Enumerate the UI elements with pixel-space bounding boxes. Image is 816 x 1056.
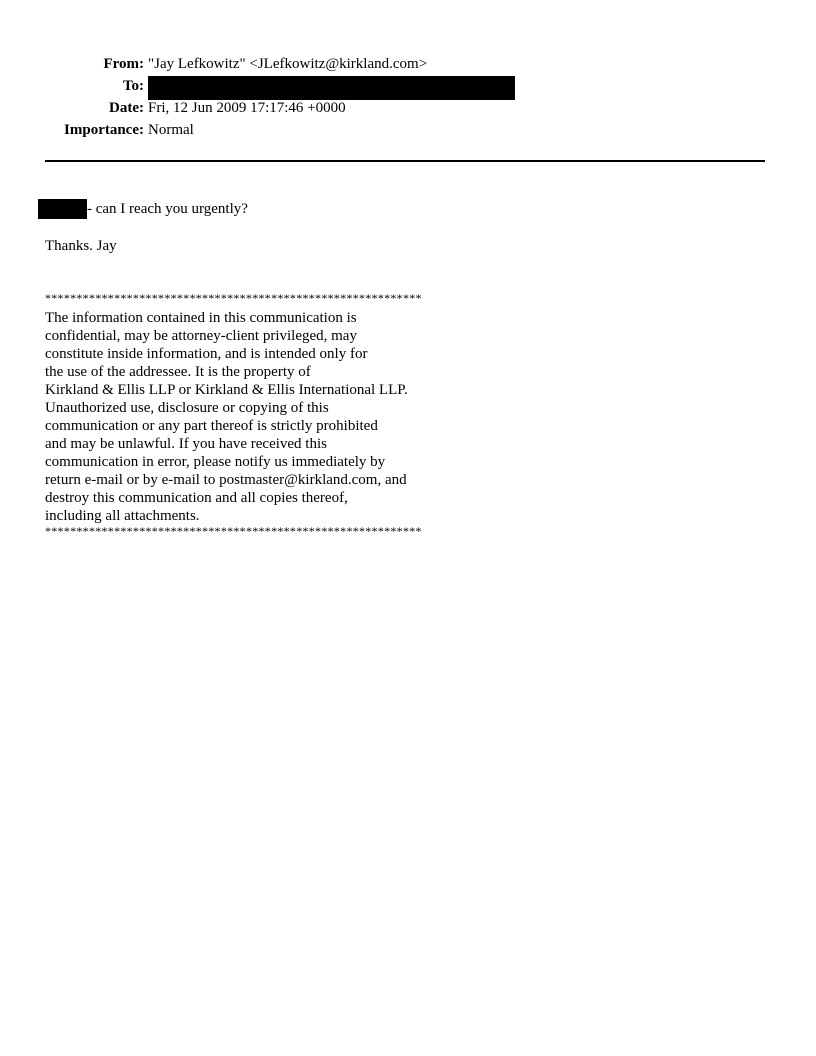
disclaimer-line: Kirkland & Ellis LLP or Kirkland & Ellis International LLP. <box>45 382 408 398</box>
confidentiality-disclaimer <box>45 309 408 525</box>
date-row <box>0 97 816 119</box>
disclaimer-line: The information contained in this communication is <box>45 310 357 326</box>
disclaimer-line: communication in error, please notify us immediately by <box>45 454 386 470</box>
disclaimer-line: the use of the addressee. It is the property of <box>45 364 311 380</box>
disclaimer-top-border: ************************************************************ <box>45 291 422 305</box>
from-value: "Jay Lefkowitz" <JLefkowitz@kirkland.com> <box>148 56 428 72</box>
disclaimer-line: constitute inside information, and is intended only for <box>45 346 368 362</box>
date-label: Date: <box>109 100 144 116</box>
importance-row <box>0 119 816 141</box>
to-row <box>0 75 816 97</box>
header-divider <box>45 160 765 162</box>
disclaimer-line: Unauthorized use, disclosure or copying of this <box>45 400 329 416</box>
from-label: From: <box>103 56 144 72</box>
signoff-text: Thanks. Jay <box>45 238 117 254</box>
from-row <box>0 53 816 75</box>
disclaimer-line: including all attachments. <box>45 508 200 524</box>
disclaimer-line: confidential, may be attorney-client privileged, may <box>45 328 357 344</box>
importance-value: Normal <box>148 122 194 138</box>
disclaimer-line: destroy this communication and all copies thereof, <box>45 490 348 506</box>
name-redaction-block <box>38 199 87 219</box>
date-value: Fri, 12 Jun 2009 17:17:46 +0000 <box>148 100 346 116</box>
disclaimer-line: communication or any part thereof is strictly prohibited <box>45 418 378 434</box>
disclaimer-bottom-border: ************************************************************ <box>45 524 422 538</box>
disclaimer-line: and may be unlawful. If you have received this <box>45 436 327 452</box>
greeting-text: - can I reach you urgently? <box>87 201 248 217</box>
importance-label: Importance: <box>64 122 144 138</box>
disclaimer-line: return e-mail or by e-mail to postmaster@kirkland.com, and <box>45 472 407 488</box>
greeting-line <box>38 199 248 219</box>
to-label: To: <box>122 78 144 94</box>
email-header <box>0 53 816 141</box>
